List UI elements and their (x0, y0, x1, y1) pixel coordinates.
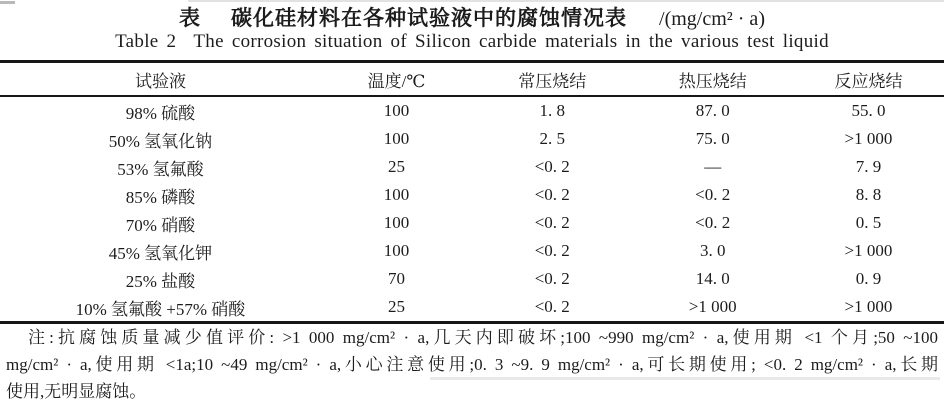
cell-temperature: 100 (383, 185, 410, 204)
cell-value: <0. 2 (534, 297, 570, 316)
cell-value: <0. 2 (534, 157, 570, 176)
cell-test-liquid: 70% 硝酸 (125, 215, 196, 235)
cell-value: <0. 2 (534, 241, 570, 260)
cell-temperature: 100 (383, 241, 410, 260)
column-header-test-liquid: 试验液 (0, 62, 321, 97)
cell-test-liquid: 10% 氢氟酸 +57% 硝酸 (75, 299, 246, 319)
cell-value: >1 000 (688, 297, 737, 316)
table-title-zh (0, 2, 944, 32)
cell-value: 14. 0 (695, 269, 730, 288)
column-header-reaction-bonded: 反应烧结 (793, 62, 944, 97)
cell-temperature: 70 (387, 269, 405, 288)
cell-value: 1. 8 (539, 101, 565, 120)
table-row (0, 181, 944, 209)
cell-test-liquid: 85% 磷酸 (125, 187, 196, 207)
table-title-unit: /(mg/cm² · a) (659, 8, 765, 30)
table-title-zh-main: 碳化硅材料在各种试验液中的腐蚀情况表 (231, 7, 628, 30)
table-title-zh-prefix: 表 (179, 7, 202, 30)
cell-value: >1 000 (844, 241, 893, 260)
cell-test-liquid: 98% 硫酸 (125, 103, 196, 123)
cell-test-liquid: 50% 氢氧化钠 (108, 131, 213, 151)
table-row (0, 293, 944, 323)
table-row (0, 265, 944, 293)
cell-value: <0. 2 (695, 185, 731, 204)
cell-value: <0. 2 (534, 213, 570, 232)
table-title-en (0, 31, 944, 53)
table-row (0, 237, 944, 265)
column-header-pressureless-sintered: 常压烧结 (472, 62, 632, 97)
cell-value: <0. 2 (534, 269, 570, 288)
cell-value: 8. 8 (855, 185, 882, 204)
table-row (0, 96, 944, 125)
cell-temperature: 25 (387, 297, 405, 316)
cell-value: >1 000 (844, 129, 893, 148)
table-title-en-text: The corrosion situation of Silicon carbide materials in the various test liquid (193, 31, 829, 52)
cell-value: — (704, 157, 722, 176)
footnote-line: 使用,无明显腐蚀。 (6, 382, 147, 401)
cell-temperature: 25 (387, 157, 405, 176)
footnote-line: 注:抗腐蚀质量减少值评价: >1 000 mg/cm² · a,几天内即破坏;100 ~990 mg/cm² · a,使用期 <1 个月;50 ~100 (28, 328, 938, 347)
cell-value: 87. 0 (695, 101, 730, 120)
cell-value: <0. 2 (695, 213, 731, 232)
column-header-hot-pressed: 热压烧结 (632, 62, 792, 97)
footnote-line: mg/cm² · a,使用期 <1a;10 ~49 mg/cm² · a,小心注意使用;0. 3 ~9. 9 mg/cm² · a,可长期使用; <0. 2 mg/cm² · a,长期 (6, 355, 938, 374)
cell-temperature: 100 (383, 213, 410, 232)
table-number-label: Table 2 (115, 31, 177, 52)
cell-temperature: 100 (383, 101, 410, 120)
cell-value: 7. 9 (855, 157, 882, 176)
table-header-row (0, 62, 944, 97)
cell-value: 3. 0 (699, 241, 726, 260)
cell-test-liquid: 45% 氢氧化钾 (108, 243, 213, 263)
table-row (0, 153, 944, 181)
cell-value: 55. 0 (851, 101, 886, 120)
cell-value: 0. 9 (855, 269, 882, 288)
table-footnote (6, 324, 938, 405)
column-header-temperature: 温度/℃ (321, 62, 472, 97)
cell-value: <0. 2 (534, 185, 570, 204)
table-row (0, 125, 944, 153)
corrosion-data-table (0, 60, 944, 324)
cell-value: >1 000 (844, 297, 893, 316)
cell-value: 75. 0 (695, 129, 730, 148)
cell-test-liquid: 25% 盐酸 (125, 271, 196, 291)
cell-test-liquid: 53% 氢氟酸 (117, 159, 204, 179)
cell-value: 2. 5 (539, 129, 565, 148)
table-row (0, 209, 944, 237)
cell-temperature: 100 (383, 129, 410, 148)
cell-value: 0. 5 (855, 213, 882, 232)
